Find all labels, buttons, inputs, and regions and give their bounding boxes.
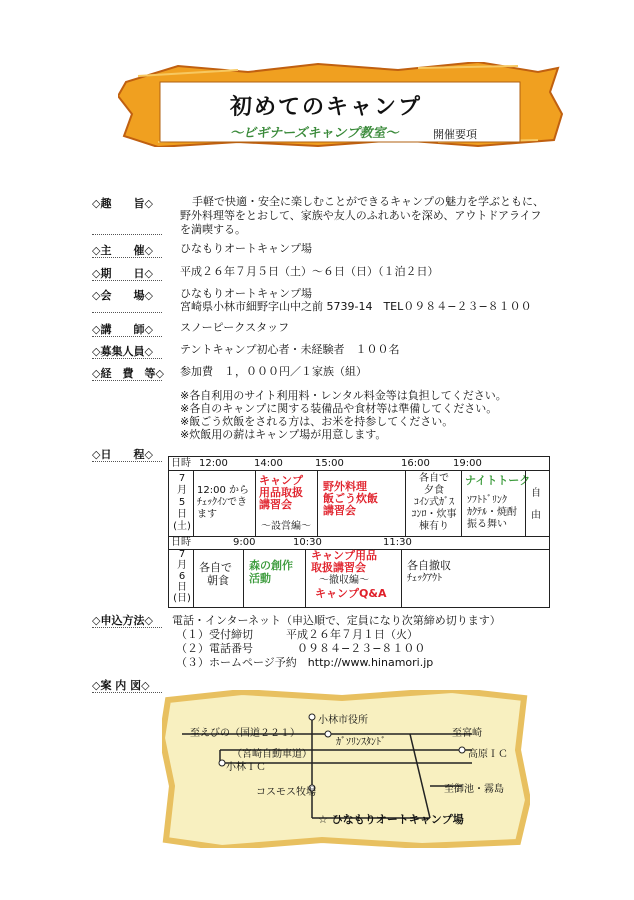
schedule-label: ◇日 程◇: [92, 448, 153, 461]
cost-label: ◇経 費 等◇: [92, 367, 164, 380]
day2-date-part: (日): [173, 593, 191, 604]
apply-line-2: （２）電話番号 ０９８４−２３−８１００: [176, 642, 426, 655]
day1-free: [531, 483, 541, 527]
venue-label: ◇会 場◇: [92, 289, 153, 302]
cost-note-1: ※各自利用のサイト利用料・レンタル料金等は負担してください。: [180, 389, 507, 402]
capacity-value: テントキャンプ初心者・未経験者 １００名: [180, 343, 400, 356]
capacity-underline: [92, 358, 162, 359]
map-camp-site: ☆ ひなもりオートキャンプ場: [318, 813, 464, 826]
map-cosmos-farm: コスモス牧場: [256, 787, 316, 798]
map-expressway: （宮崎自動車道）: [232, 749, 312, 760]
lecture-line: キャンプ用品: [311, 549, 377, 562]
day1-time-head: 日時: [171, 458, 191, 469]
day1-checkin: [197, 485, 249, 521]
apply-label: ◇申込方法◇: [92, 614, 153, 627]
organizer-underline: [92, 257, 162, 258]
divider: [193, 470, 194, 536]
page-subtitle: 〜ビギナーズキャンプ教室〜: [230, 126, 399, 141]
day1-time-1900: 19:00: [453, 458, 482, 469]
day2-lecture-sub: 〜撤収編〜: [319, 575, 369, 586]
schedule-underline: [92, 461, 162, 462]
day1-lecture-sub: 〜設営編〜: [261, 521, 311, 532]
organizer-value: ひなもりオートキャンプ場: [180, 242, 312, 255]
instructor-label: ◇講 師◇: [92, 323, 153, 336]
checkout-line: ﾁｪｯｸｱｳﾄ: [407, 573, 442, 584]
cost-note-3: ※飯ごう炊飯をされる方は、お米を持参してください。: [180, 415, 454, 428]
divider: [525, 470, 526, 536]
day1-date-part: 月: [177, 485, 187, 496]
purpose-line-3: を満喫する。: [180, 223, 246, 236]
organizer-label: ◇主 催◇: [92, 244, 153, 257]
night-line: 振る舞い: [467, 519, 507, 530]
day1-time-1200: 12:00: [199, 458, 228, 469]
map-ebino: 至えびの（国道２２１）: [190, 728, 300, 739]
day2-time-1030: 10:30: [293, 537, 322, 548]
schedule-table: [168, 456, 550, 608]
venue-value-1: ひなもりオートキャンプ場: [180, 287, 312, 300]
day1-date: [173, 473, 191, 533]
checkin-line: ﾁｪｯｸｲﾝでき: [197, 497, 247, 508]
divider: [169, 470, 549, 471]
day1-date-part: 5: [178, 497, 186, 508]
day1-date-part: 日: [177, 509, 187, 520]
day2-date: [173, 549, 191, 604]
free-char: 自: [531, 488, 541, 499]
divider: [317, 470, 318, 536]
divider: [401, 549, 402, 607]
night-line: ｿﾌﾄﾄﾞﾘﾝｸ: [467, 495, 507, 506]
purpose-label: ◇趣 旨◇: [92, 197, 153, 210]
divider: [169, 536, 549, 537]
venue-value-2: 宮崎県小林市細野字山中之前 5739-14 TEL０９８４−２３−８１００: [180, 300, 532, 313]
period-value: 平成２６年７月５日（土）〜６日（日）（１泊２日）: [180, 265, 439, 278]
day2-forest-activity: [249, 559, 293, 585]
map-gas-station: ｶﾞｿﾘﾝｽﾀﾝﾄﾞ: [336, 737, 386, 748]
period-underline: [92, 280, 162, 281]
purpose-line-2: 野外料理等をとおして、家族や友人のふれあいを深め、アウトドアライフ: [180, 209, 542, 222]
day2-checkout: [407, 559, 451, 585]
map-kobayashi-ic: 小林ＩＣ: [226, 762, 266, 773]
day2-breakfast: [199, 561, 232, 587]
apply-line-3: （３）ホームページ予約 http://www.hinamori.jp: [176, 656, 434, 669]
cooking-line: 野外料理: [323, 480, 367, 493]
night-line: ｶｸﾃﾙ・焼酎: [467, 507, 517, 518]
day1-cooking: [323, 481, 378, 517]
forest-line: 森の創作: [249, 559, 293, 572]
checkin-line: ます: [197, 509, 217, 520]
map-label: ◇案 内 図◇: [92, 679, 150, 692]
purpose-underline: [92, 234, 162, 235]
day1-date-part: (土): [173, 521, 191, 532]
lecture-line: 講習会: [259, 498, 292, 511]
cost-note-2: ※各自のキャンプに関する装備品や食材等は準備してください。: [180, 402, 498, 415]
dinner-line: 夕食: [424, 485, 444, 496]
day1-time-1500: 15:00: [315, 458, 344, 469]
map-underline: [92, 692, 162, 693]
divider: [255, 470, 256, 536]
map-takaharu-ic: 高原ＩＣ: [468, 749, 508, 760]
free-char: 由: [531, 510, 541, 521]
day2-qa: キャンプQ&A: [315, 587, 387, 600]
page-title: 初めてのキャンプ: [230, 95, 423, 120]
breakfast-line: 各自で: [199, 561, 232, 574]
day2-time-900: 9:00: [233, 537, 256, 548]
cost-value: 参加費 １，０００円／１家族（組）: [180, 365, 367, 378]
day1-night-talk: ナイトトーク: [465, 474, 531, 487]
day1-night-sub: [467, 495, 517, 531]
day2-lecture: [311, 550, 377, 574]
divider: [405, 470, 406, 536]
checkout-line: 各自撤収: [407, 559, 451, 572]
instructor-underline: [92, 336, 162, 337]
cooking-line: 講習会: [323, 504, 356, 517]
day1-dinner: [409, 473, 459, 533]
day1-lecture: [259, 475, 303, 511]
divider: [243, 549, 244, 607]
apply-underline: [92, 627, 162, 628]
lecture-line: 用品取扱: [259, 486, 303, 499]
day2-date-part: 7: [178, 549, 186, 560]
divider: [461, 470, 462, 536]
day1-date-part: 7: [178, 473, 186, 484]
cost-underline: [92, 380, 162, 381]
capacity-label: ◇募集人員◇: [92, 345, 153, 358]
dinner-line: 各自で: [419, 473, 449, 484]
map-city-hall: 小林市役所: [318, 715, 368, 726]
dinner-line: ｺｲﾝ式ｶﾞｽ: [414, 497, 454, 508]
map-ikeda: 至御池・霧島: [444, 784, 504, 795]
map-miyazaki: 至宮崎: [452, 728, 482, 739]
lecture-line: キャンプ: [259, 474, 303, 487]
purpose-line-1: 手軽で快適・安全に楽しむことができるキャンプの魅力を学ぶともに、: [192, 195, 544, 208]
apply-line-0: 電話・インターネット（申込順で、定員になり次第締め切ります）: [172, 614, 501, 627]
breakfast-line: 朝食: [207, 574, 229, 587]
cooking-line: 飯ごう炊飯: [323, 492, 378, 505]
apply-line-1: （１）受付締切 平成２６年７月１日（火）: [176, 628, 418, 641]
day1-time-1400: 14:00: [254, 458, 283, 469]
checkin-line: 12:00 から: [197, 485, 249, 496]
dinner-line: 棟有り: [419, 521, 449, 532]
cost-note-4: ※炊飯用の薪はキャンプ場が用意します。: [180, 428, 387, 441]
day2-time-head: 日時: [171, 537, 191, 548]
period-label: ◇期 日◇: [92, 267, 153, 280]
venue-underline: [92, 312, 162, 313]
lecture-line: 取扱講習会: [311, 561, 366, 574]
divider: [193, 549, 194, 607]
day2-date-part: 日: [177, 582, 187, 593]
forest-line: 活動: [249, 572, 271, 585]
divider: [305, 549, 306, 607]
day2-date-part: 6: [178, 571, 186, 582]
header-note: 開催要項: [433, 128, 477, 141]
dinner-line: ｺﾝﾛ・炊事: [411, 509, 457, 520]
day2-time-1130: 11:30: [383, 537, 412, 548]
day2-date-part: 月: [177, 560, 187, 571]
day1-time-1600: 16:00: [401, 458, 430, 469]
instructor-value: スノーピークスタッフ: [180, 321, 290, 334]
